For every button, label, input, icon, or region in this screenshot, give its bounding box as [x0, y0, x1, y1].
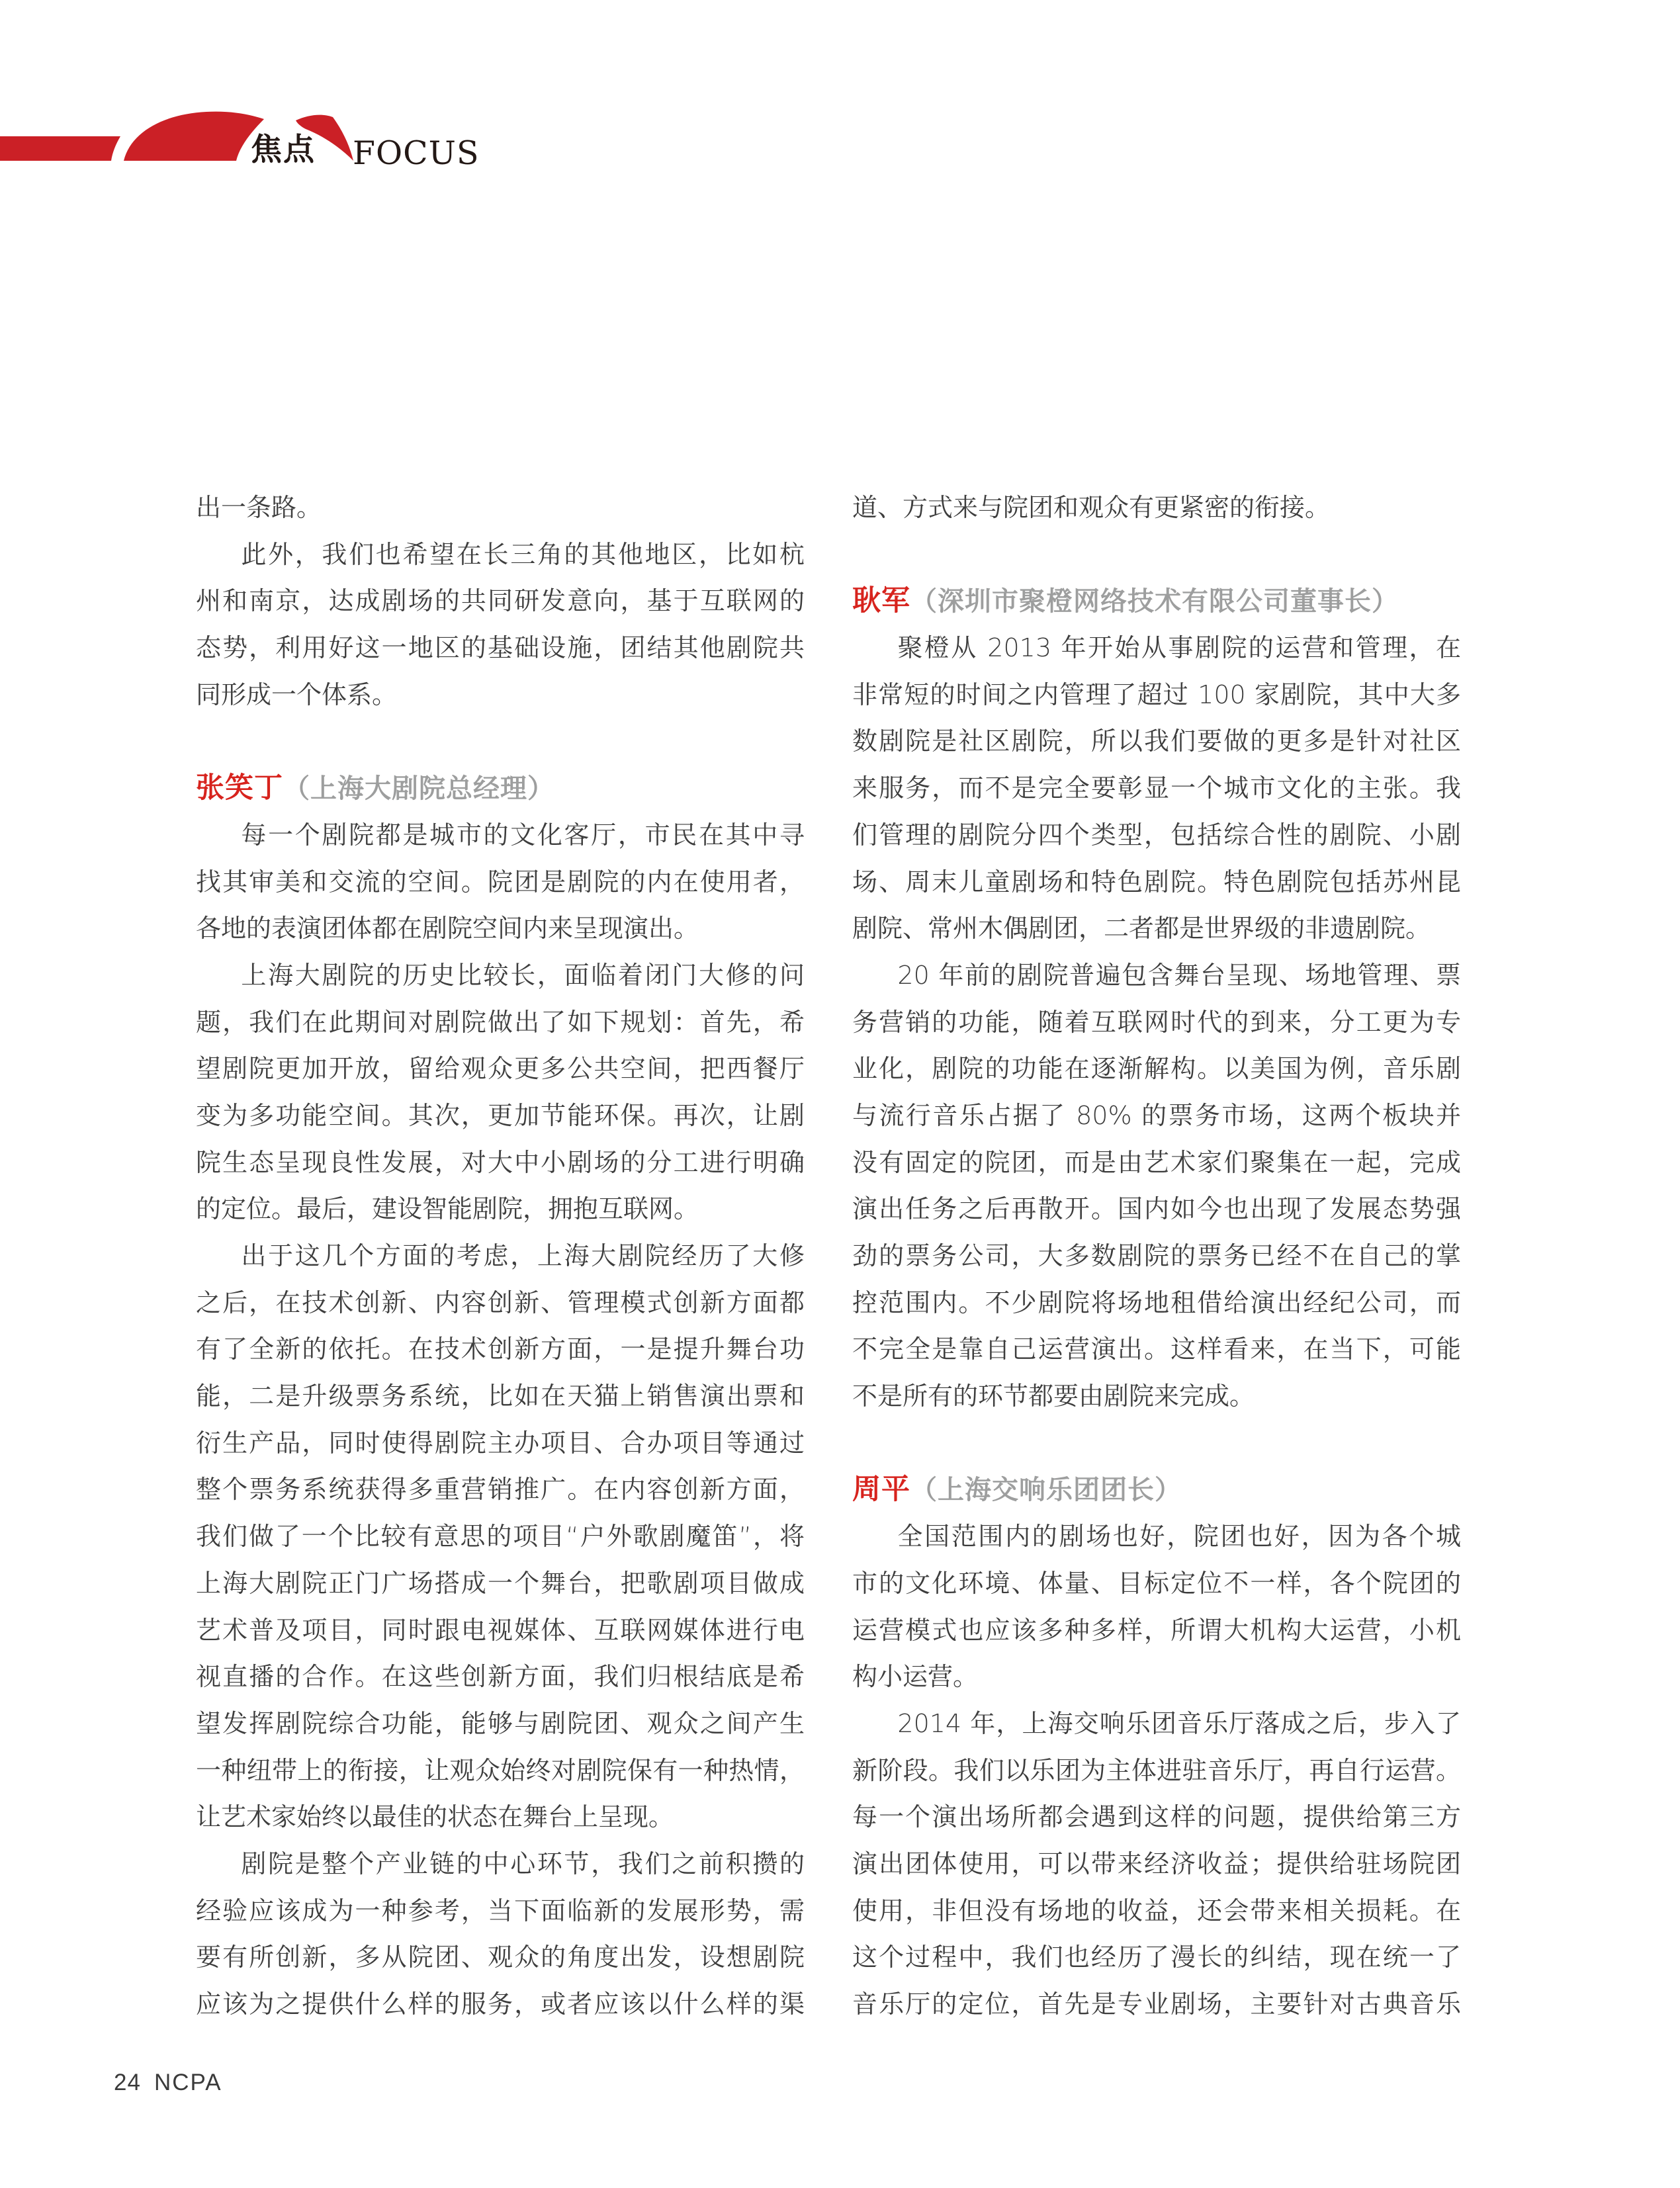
text-line: 2014 年，上海交响乐团音乐厅落成之后，步入了 — [897, 1708, 1461, 1738]
blank-line — [196, 718, 805, 765]
text-line: 剧院是整个产业链的中心环节，我们之前积攒的 — [241, 1849, 805, 1878]
text-line: 劲的票务公司，大多数剧院的票务已经不在自己的掌 — [852, 1241, 1461, 1270]
journal-code: NCPA — [154, 2070, 222, 2095]
text-line: 构小运营。 — [852, 1662, 979, 1692]
text-line: 有了全新的依托。在技术创新方面，一是提升舞台功 — [196, 1335, 805, 1364]
speaker-name: 张笑丁 — [196, 771, 283, 805]
text-line: 望发挥剧院综合功能，能够与剧院团、观众之间产生 — [196, 1708, 805, 1738]
text-line: 运营模式也应该多种多样，所谓大机构大运营，小机 — [852, 1615, 1461, 1645]
left-column — [196, 484, 805, 2028]
speaker-heading — [852, 578, 1461, 625]
text-line: 剧院、常州木偶剧团，二者都是世界级的非遗剧院。 — [852, 914, 1431, 943]
text-line: 我们做了一个比较有意思的项目“户外歌剧魔笛”，将 — [196, 1522, 805, 1552]
text-line: 要有所创新，多从院团、观众的角度出发，设想剧院 — [196, 1943, 805, 1972]
text-line: 新阶段。我们以乐团为主体进驻音乐厅，再自行运营。 — [852, 1755, 1461, 1785]
text-line: 音乐厅的定位，首先是专业剧场，主要针对古典音乐 — [852, 1990, 1461, 2019]
blank-line — [852, 1420, 1461, 1467]
speaker-heading — [852, 1466, 1461, 1513]
text-line: 演出任务之后再散开。国内如今也出现了发展态势强 — [852, 1194, 1461, 1224]
text-line: 每一个演出场所都会遇到这样的问题，提供给第三方 — [852, 1802, 1461, 1832]
blank-line — [852, 531, 1461, 578]
speaker-affiliation: （深圳市聚橙网络技术有限公司董事长） — [910, 586, 1399, 617]
page-footer — [114, 2070, 222, 2096]
text-line: 找其审美和交流的空间。院团是剧院的内在使用者， — [196, 867, 805, 897]
text-line: 使用，非但没有场地的收益，还会带来相关损耗。在 — [852, 1896, 1461, 1925]
text-line: 每一个剧院都是城市的文化客厅，市民在其中寻 — [241, 820, 805, 850]
text-line: 演出团体使用，可以带来经济收益；提供给驻场院团 — [852, 1849, 1461, 1878]
text-line: 州和南京，达成剧场的共同研发意向，基于互联网的 — [196, 586, 805, 616]
masthead — [0, 0, 1680, 198]
text-line: 非常短的时间之内管理了超过 100 家剧院，其中大多 — [852, 679, 1461, 709]
text-line: 出于这几个方面的考虑，上海大剧院经历了大修 — [241, 1241, 805, 1270]
text-line: 不是所有的环节都要由剧院来完成。 — [852, 1381, 1255, 1411]
text-line: 此外，我们也希望在长三角的其他地区，比如杭 — [241, 539, 805, 569]
text-line: 艺术普及项目，同时跟电视媒体、互联网媒体进行电 — [196, 1615, 805, 1645]
text-line: 控范围内。不少剧院将场地租借给演出经纪公司，而 — [852, 1288, 1461, 1317]
speaker-name: 耿军 — [852, 584, 910, 618]
speaker-affiliation: （上海大剧院总经理） — [283, 773, 554, 805]
text-line: 这个过程中，我们也经历了漫长的纠结，现在统一了 — [852, 1943, 1461, 1972]
text-line: 题，我们在此期间对剧院做出了如下规划：首先，希 — [196, 1007, 805, 1037]
text-line: 没有固定的院团，而是由艺术家们聚集在一起，完成 — [852, 1147, 1461, 1177]
text-line: 道、方式来与院团和观众有更紧密的衔接。 — [852, 493, 1331, 522]
text-line: 与流行音乐占据了 80% 的票务市场，这两个板块并 — [852, 1100, 1461, 1130]
text-line: 各地的表演团体都在剧院空间内来呈现演出。 — [196, 914, 699, 943]
text-line: 望剧院更加开放，留给观众更多公共空间，把西餐厅 — [196, 1054, 805, 1084]
text-line: 视直播的合作。在这些创新方面，我们归根结底是希 — [196, 1662, 805, 1692]
text-line: 业化，剧院的功能在逐渐解构。以美国为例，音乐剧 — [852, 1054, 1461, 1084]
text-line: 能，二是升级票务系统，比如在天猫上销售演出票和 — [196, 1381, 805, 1411]
text-line: 同形成一个体系。 — [196, 679, 398, 709]
text-line: 来服务，而不是完全要彰显一个城市文化的主张。我 — [852, 773, 1461, 803]
text-line: 态势，利用好这一地区的基础设施，团结其他剧院共 — [196, 633, 805, 663]
text-line: 上海大剧院正门广场搭成一个舞台，把歌剧项目做成 — [196, 1568, 805, 1598]
page-number: 24 — [114, 2070, 141, 2095]
text-line: 市的文化环境、体量、目标定位不一样，各个院团的 — [852, 1568, 1461, 1598]
text-line: 全国范围内的剧场也好，院团也好，因为各个城 — [897, 1522, 1461, 1552]
speaker-name: 周平 — [852, 1473, 910, 1507]
text-line: 变为多功能空间。其次，更加节能环保。再次，让剧 — [196, 1100, 805, 1130]
text-line: 数剧院是社区剧院，所以我们要做的更多是针对社区 — [852, 726, 1461, 756]
text-line: 应该为之提供什么样的服务，或者应该以什么样的渠 — [196, 1990, 805, 2019]
text-line: 场、周末儿童剧场和特色剧院。特色剧院包括苏州昆 — [852, 867, 1461, 897]
text-line: 之后，在技术创新、内容创新、管理模式创新方面都 — [196, 1288, 805, 1317]
text-line: 经验应该成为一种参考，当下面临新的发展形势，需 — [196, 1896, 805, 1925]
text-line: 的定位。最后，建设智能剧院，拥抱互联网。 — [196, 1194, 699, 1224]
text-line: 聚橙从 2013 年开始从事剧院的运营和管理，在 — [897, 633, 1461, 663]
text-line: 出一条路。 — [196, 493, 322, 522]
text-line: 不完全是靠自己运营演出。这样看来，在当下，可能 — [852, 1335, 1461, 1364]
text-line: 整个票务系统获得多重营销推广。在内容创新方面， — [196, 1475, 805, 1505]
right-column — [852, 484, 1461, 2028]
text-line: 让艺术家始终以最佳的状态在舞台上呈现。 — [196, 1802, 674, 1832]
text-line: 院生态呈现良性发展，对大中小剧场的分工进行明确 — [196, 1147, 805, 1177]
text-line: 一种纽带上的衔接，让观众始终对剧院保有一种热情， — [196, 1755, 805, 1785]
speaker-affiliation: （上海交响乐团团长） — [910, 1475, 1182, 1506]
focus-logo-english: FOCUS — [353, 134, 480, 172]
speaker-heading — [196, 765, 805, 812]
text-line: 20 年前的剧院普遍包含舞台呈现、场地管理、票 — [897, 960, 1461, 990]
text-line: 衍生产品，同时使得剧院主办项目、合办项目等通过 — [196, 1428, 805, 1458]
text-line: 们管理的剧院分四个类型，包括综合性的剧院、小剧 — [852, 820, 1461, 850]
focus-logo-chinese: 焦点 — [251, 132, 316, 168]
text-line: 上海大剧院的历史比较长，面临着闭门大修的问 — [241, 960, 805, 990]
text-line: 务营销的功能，随着互联网时代的到来，分工更为专 — [852, 1007, 1461, 1037]
